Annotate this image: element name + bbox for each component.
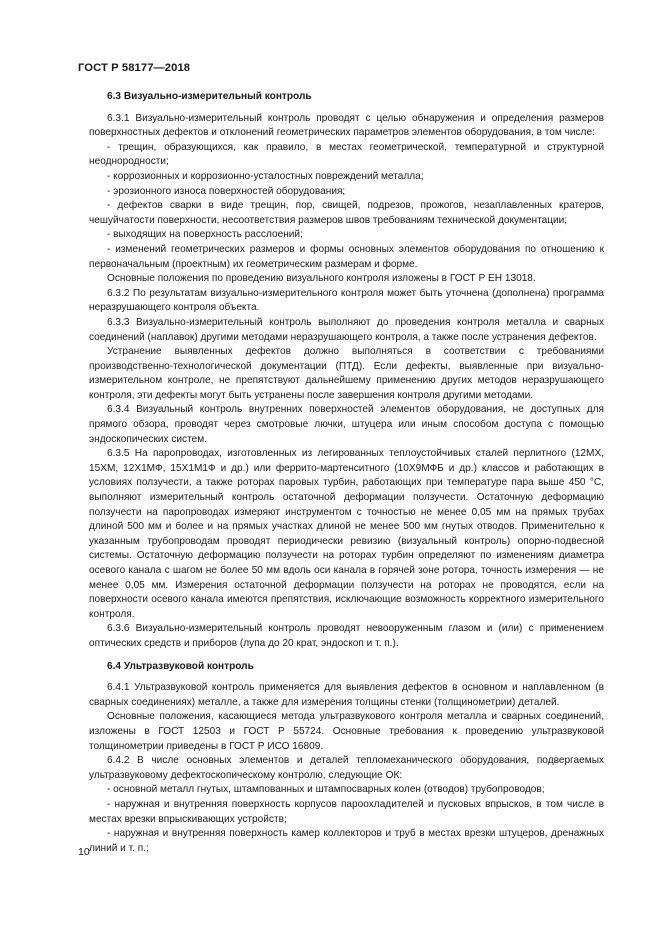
paragraph: 6.3.5 На паропроводах, изготовленных из легированных теплоустойчивых сталей перлитного (12МХ, 15ХМ, 12Х1МФ, 15Х1М1Ф и др.) или феррито-мартенситного (10Х9МФБ и др.) классов и работающих в условиях ползучести, а также роторах паровых турбин, работающих при температуре пара выше 450 °С, выполняют измерительный контроль остаточной деформации ползучести. Остаточную деформацию ползучести на паропроводах измеряют инструментом с точностью не менее 0,05 мм на прямых трубах длиной 500 мм и более и на прямых участках длиной не менее 500 мм гнутых отводов. Применительно к указанным трубопроводам проводят периодически ревизию (визуальный контроль) опорно-подвесной системы. Остаточную деформацию ползучести на роторах турбин определяют по изменениям диаметра осевого канала с шагом не более 50 мм вдоль оси канала в горячей зоне ротора, точность измерения — не менее 0,05 мм. Измерения остаточной деформации ползучести на роторах не проводятся, если на поверхности осевого канала имеются препятствия, исключающие возможность корректного измерительного контроля. [89, 448, 604, 620]
paragraph: 6.3.2 По результатам визуально-измерительного контроля может быть уточнена (дополнена) программа неразрушающего контроля объекта. [89, 287, 604, 314]
document-header: ГОСТ Р 58177—2018 [78, 62, 191, 74]
list-item: - наружная и внутренняя поверхность корпусов пароохладителей и пусковых впрысков, в том числе в местах врезки впрыскивающих устройств; [89, 798, 604, 825]
list-item: - трещин, образующихся, как правило, в местах геометрической, температурной и структурной неоднородности; [89, 141, 604, 168]
list-item: - дефектов сварки в виде трещин, пор, свищей, подрезов, прожогов, незаплавленных кратеров, чешуйчатости поверхности, несоответствия размеров швов требованиям технической документации; [89, 200, 604, 226]
list-item: - изменений геометрических размеров и формы основных элементов оборудования по отношению к первоначальным (проектным) их геометрическим размерам и форме. [89, 243, 604, 270]
section-heading: 6.4 Ультразвуковой контроль [107, 660, 254, 672]
document-body [89, 90, 604, 856]
list-item: - выходящих на поверхность расслоений; [107, 229, 303, 241]
paragraph: Устранение выявленных дефектов должно выполняться в соответствии с требованиями производственно-технологической документации (ПТД). Если дефекты, выявленные при визуально-измерительном контроле, не препятствуют дальнейшему применению других методов неразрушающего контроля, эти дефекты могут быть устранены после завершения контроля другими методами. [89, 346, 604, 401]
paragraph: 6.3.1 Визуально-измерительный контроль проводят с целью обнаружения и определения размеров поверхностных дефектов и отклонений геометрических параметров элементов оборудования, в том числе: [89, 112, 604, 139]
paragraph: 6.3.3 Визуально-измерительный контроль выполняют до проведения контроля металла и сварных соединений (наплавок) другими методами неразрушающего контроля, а также после устранения дефектов. [89, 316, 604, 343]
page-number: 10 [78, 846, 90, 858]
list-item: - наружная и внутренняя поверхность камер коллекторов и труб в местах врезки штуцеров, дренажных линий и т. п.; [89, 828, 604, 854]
section-heading: 6.3 Визуально-измерительный контроль [107, 91, 312, 102]
paragraph: 6.4.1 Ультразвуковой контроль применяется для выявления дефектов в основном и наплавленном (в сварных соединениях) металле, а также для измерения толщины стенки (толщинометрии) деталей. [89, 682, 604, 708]
list-item: - коррозионных и коррозионно-усталостных повреждений металла; [107, 170, 424, 182]
paragraph: Основные положения по проведению визуального контроля изложены в ГОСТ Р ЕН 13018. [107, 273, 536, 285]
list-item: - эрозионного износа поверхностей оборудования; [107, 185, 346, 197]
paragraph: Основные положения, касающиеся метода ультразвукового контроля металла и сварных соединений, изложены в ГОСТ 12503 и ГОСТ Р 55724. Основные требования к проведению ультразвуковой толщинометрии приведены в ГОСТ Р ИСО 16809. [89, 711, 604, 752]
paragraph: 6.3.4 Визуальный контроль внутренних поверхностей элементов оборудования, не доступных для прямого обзора, проводят через смотровые лючки, штуцера или иным способом доступа с помощью эндоскопических систем. [89, 404, 604, 445]
list-item: - основной металл гнутых, штампованных и штампосварных колен (отводов) трубопроводов; [107, 784, 545, 796]
paragraph: 6.4.2 В числе основных элементов и деталей тепломеханического оборудования, подвергаемых ультразвуковому дефектоскопическому контролю, следующие ОК: [89, 755, 604, 781]
paragraph: 6.3.6 Визуально-измерительный контроль проводят невооруженным глазом и (или) с применением оптических средств и приборов (лупа до 20 крат, эндоскоп и т. п.). [89, 623, 604, 649]
